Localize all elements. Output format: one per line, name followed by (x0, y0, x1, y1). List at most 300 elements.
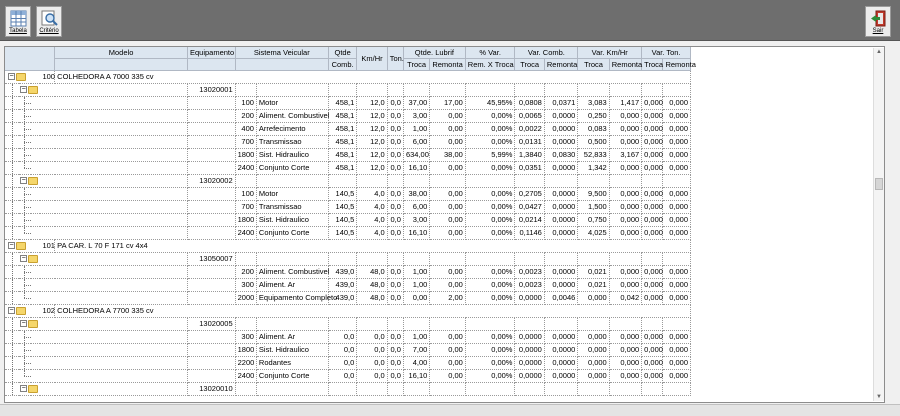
blank-cell (328, 318, 356, 331)
tree-line (24, 337, 31, 338)
model-blank (55, 175, 188, 188)
model-name: COLHEDORA A 7000 335 cv (55, 71, 691, 84)
rem-x-troca: 0,00% (465, 214, 515, 227)
equipment-row[interactable] (5, 383, 691, 396)
ton: 0,0 (387, 266, 403, 279)
table-row[interactable] (5, 279, 691, 292)
var-km-troca: 0,000 (578, 331, 609, 344)
table-row[interactable] (5, 370, 691, 383)
header-sistema-sub (235, 59, 328, 71)
var-ton-troca: 0,000 (642, 227, 663, 240)
model-code: 102 (40, 305, 54, 318)
table-row[interactable] (5, 97, 691, 110)
model-row[interactable] (5, 71, 691, 84)
tree-cell (5, 123, 19, 136)
tree-cell (31, 149, 40, 162)
ton: 0,0 (387, 357, 403, 370)
tree-line (12, 331, 13, 343)
header-km-hr: Km/Hr (357, 47, 387, 71)
blank-cell (642, 383, 663, 396)
system-code: 2200 (235, 357, 256, 370)
table-row[interactable] (5, 266, 691, 279)
header-var-km-hr: Var. Km/Hr (578, 47, 642, 59)
blank-cell (544, 383, 577, 396)
tree-line (12, 214, 13, 226)
header-tree (5, 47, 55, 71)
var-comb-remonta: 0,0830 (544, 149, 577, 162)
header-comb: Comb. (328, 59, 356, 71)
lubrif-remonta: 0,00 (430, 357, 466, 370)
var-ton-remonta: 0,000 (663, 188, 691, 201)
lubrif-remonta: 0,00 (430, 201, 466, 214)
tree-cell (5, 344, 19, 357)
km-hr: 12,0 (357, 149, 387, 162)
tree-cell (40, 357, 54, 370)
tree-cell (40, 110, 54, 123)
var-comb-troca: 0,0023 (515, 266, 544, 279)
ton: 0,0 (387, 162, 403, 175)
blank-cell (387, 253, 403, 266)
tree-cell (5, 279, 19, 292)
tree-cell (5, 136, 19, 149)
lubrif-troca: 1,00 (403, 331, 429, 344)
lubrif-remonta: 17,00 (430, 97, 466, 110)
km-hr: 4,0 (357, 227, 387, 240)
system-code: 1800 (235, 214, 256, 227)
rem-x-troca: 0,00% (465, 331, 515, 344)
qtde-comb: 439,0 (328, 292, 356, 305)
tree-line (12, 383, 13, 395)
var-km-troca: 0,250 (578, 110, 609, 123)
var-ton-remonta: 0,000 (663, 227, 691, 240)
model-blank (55, 227, 188, 240)
tree-line (24, 363, 31, 364)
tree-line (12, 149, 13, 161)
var-ton-troca: 0,000 (642, 110, 663, 123)
model-blank (55, 357, 188, 370)
tree-line (12, 97, 13, 109)
lubrif-remonta: 0,00 (430, 279, 466, 292)
blank-cell (430, 318, 466, 331)
var-comb-troca: 0,0808 (515, 97, 544, 110)
lubrif-remonta: 0,00 (430, 344, 466, 357)
qtde-comb: 140,5 (328, 188, 356, 201)
scroll-thumb[interactable] (875, 178, 883, 190)
system-name: Arrefecimento (256, 123, 328, 136)
ton: 0,0 (387, 188, 403, 201)
ton: 0,0 (387, 110, 403, 123)
tree-cell (31, 318, 40, 331)
blank-cell (235, 175, 256, 188)
model-row[interactable] (5, 240, 691, 253)
lubrif-remonta: 0,00 (430, 123, 466, 136)
model-blank (55, 344, 188, 357)
sair-button[interactable] (865, 6, 891, 37)
tree-cell (19, 110, 31, 123)
table-row[interactable] (5, 227, 691, 240)
blank-cell (235, 383, 256, 396)
var-comb-remonta: 0,0000 (544, 279, 577, 292)
var-km-remonta: 3,167 (609, 149, 641, 162)
tree-cell (19, 357, 31, 370)
table-row[interactable] (5, 214, 691, 227)
var-ton-troca: 0,000 (642, 370, 663, 383)
model-blank (55, 318, 188, 331)
lubrif-remonta: 0,00 (430, 214, 466, 227)
tree-cell (5, 71, 19, 84)
km-hr: 12,0 (357, 162, 387, 175)
var-ton-troca: 0,000 (642, 188, 663, 201)
tree-cell (40, 123, 54, 136)
qtde-comb: 458,1 (328, 123, 356, 136)
var-comb-remonta: 0,0000 (544, 266, 577, 279)
tree-cell (40, 84, 54, 97)
results-grid (4, 46, 885, 403)
var-km-troca: 1,342 (578, 162, 609, 175)
vertical-scrollbar[interactable] (873, 48, 884, 401)
tree-line (24, 376, 31, 377)
blank-cell (515, 253, 544, 266)
tree-cell (31, 162, 40, 175)
tree-cell (5, 305, 19, 318)
model-blank (55, 136, 188, 149)
blank-cell (235, 84, 256, 97)
var-comb-remonta: 0,0000 (544, 201, 577, 214)
ton: 0,0 (387, 331, 403, 344)
tree-cell (19, 136, 31, 149)
lubrif-troca: 37,00 (403, 97, 429, 110)
collapse-toggle-icon[interactable]: − (21, 385, 26, 392)
blank-cell (256, 318, 328, 331)
var-ton-remonta: 0,000 (663, 292, 691, 305)
tree-cell (19, 84, 31, 97)
table-row[interactable] (5, 136, 691, 149)
scroll-up-icon[interactable]: ▲ (876, 49, 882, 55)
rem-x-troca: 0,00% (465, 370, 515, 383)
blank-cell (642, 175, 663, 188)
collapse-toggle-icon[interactable]: − (21, 255, 26, 262)
var-km-remonta: 1,417 (609, 97, 641, 110)
tree-line (12, 162, 13, 174)
var-ton-remonta: 0,000 (663, 123, 691, 136)
header-var-comb: Var. Comb. (515, 47, 578, 59)
var-comb-troca: 0,0427 (515, 201, 544, 214)
equipment-blank (187, 331, 235, 344)
rem-x-troca: 0,00% (465, 110, 515, 123)
blank-cell (256, 84, 328, 97)
system-code: 700 (235, 201, 256, 214)
tree-cell (31, 383, 40, 396)
tree-cell (31, 240, 40, 253)
var-comb-troca: 0,2705 (515, 188, 544, 201)
model-blank (55, 201, 188, 214)
tree-line (24, 298, 31, 299)
table-row[interactable] (5, 292, 691, 305)
tree-line (12, 292, 13, 304)
system-code: 200 (235, 110, 256, 123)
var-comb-troca: 0,0000 (515, 331, 544, 344)
tree-cell (19, 344, 31, 357)
blank-cell (515, 175, 544, 188)
tree-cell (19, 370, 31, 383)
blank-cell (578, 253, 609, 266)
qtde-comb: 458,1 (328, 110, 356, 123)
equipment-code: 13020005 (187, 318, 235, 331)
equipment-blank (187, 162, 235, 175)
tree-cell (31, 84, 40, 97)
var-comb-remonta: 0,0000 (544, 227, 577, 240)
system-code: 1800 (235, 149, 256, 162)
var-km-troca: 0,750 (578, 214, 609, 227)
tree-line (24, 233, 31, 234)
collapse-toggle-icon[interactable]: − (9, 73, 14, 80)
criterio-button[interactable] (36, 6, 62, 37)
var-comb-remonta: 0,0000 (544, 162, 577, 175)
equipment-blank (187, 227, 235, 240)
collapse-toggle-icon[interactable]: − (9, 307, 14, 314)
system-code: 2400 (235, 370, 256, 383)
model-code: 101 (40, 240, 54, 253)
header-sistema-veicular: Sistema Veicular (235, 47, 328, 59)
var-km-remonta: 0,000 (609, 370, 641, 383)
var-km-remonta: 0,000 (609, 331, 641, 344)
system-name: Aliment. Ar (256, 279, 328, 292)
rem-x-troca: 0,00% (465, 279, 515, 292)
tree-cell (5, 110, 19, 123)
equipment-row[interactable] (5, 84, 691, 97)
equipment-code: 13020010 (187, 383, 235, 396)
collapse-toggle-icon[interactable]: − (9, 242, 14, 249)
tree-line (12, 344, 13, 356)
system-name: Transmissao (256, 201, 328, 214)
table-row[interactable] (5, 331, 691, 344)
system-name: Conjunto Corte (256, 370, 328, 383)
var-km-troca: 1,500 (578, 201, 609, 214)
table-row[interactable] (5, 201, 691, 214)
model-blank (55, 370, 188, 383)
model-blank (55, 110, 188, 123)
system-code: 400 (235, 123, 256, 136)
tree-cell (5, 188, 19, 201)
scroll-down-icon[interactable]: ▼ (876, 394, 882, 400)
blank-cell (663, 253, 691, 266)
tree-line (12, 188, 13, 200)
tree-cell (5, 214, 19, 227)
blank-cell (403, 253, 429, 266)
var-ton-remonta: 0,000 (663, 370, 691, 383)
model-blank (55, 279, 188, 292)
model-row[interactable] (5, 305, 691, 318)
model-blank (55, 253, 188, 266)
equipment-blank (187, 201, 235, 214)
blank-cell (544, 175, 577, 188)
tree-cell (19, 318, 31, 331)
blank-cell (430, 84, 466, 97)
ton: 0,0 (387, 214, 403, 227)
tree-cell (40, 292, 54, 305)
system-name: Sist. Hidraulico (256, 214, 328, 227)
blank-cell (578, 318, 609, 331)
blank-cell (465, 318, 515, 331)
tree-line (24, 116, 31, 117)
km-hr: 0,0 (357, 357, 387, 370)
header-comb-troca: Troca (515, 59, 544, 71)
exit-door-icon (870, 10, 887, 27)
blank-cell (256, 253, 328, 266)
var-ton-troca: 0,000 (642, 266, 663, 279)
tree-line (24, 350, 31, 351)
model-blank (55, 383, 188, 396)
tree-line (12, 227, 13, 239)
lubrif-remonta: 0,00 (430, 370, 466, 383)
equipment-code: 13020001 (187, 84, 235, 97)
equipment-blank (187, 136, 235, 149)
equipment-blank (187, 214, 235, 227)
var-km-remonta: 0,000 (609, 266, 641, 279)
tree-line (24, 103, 31, 104)
collapse-toggle-icon[interactable]: − (21, 177, 26, 184)
equipment-blank (187, 344, 235, 357)
tabela-button[interactable] (5, 6, 31, 37)
lubrif-troca: 16,10 (403, 162, 429, 175)
tree-cell (40, 253, 54, 266)
lubrif-troca: 16,10 (403, 227, 429, 240)
sair-label: Sair (872, 28, 884, 34)
blank-cell (465, 383, 515, 396)
status-bar (0, 404, 900, 416)
qtde-comb: 0,0 (328, 331, 356, 344)
km-hr: 0,0 (357, 331, 387, 344)
equipment-code: 13050007 (187, 253, 235, 266)
blank-cell (357, 318, 387, 331)
var-km-remonta: 0,000 (609, 279, 641, 292)
tree-line (12, 318, 13, 330)
tree-cell (5, 149, 19, 162)
blank-cell (235, 318, 256, 331)
model-blank (55, 162, 188, 175)
var-ton-troca: 0,000 (642, 136, 663, 149)
equipment-blank (187, 370, 235, 383)
var-km-remonta: 0,042 (609, 292, 641, 305)
blank-cell (609, 175, 641, 188)
tree-line (12, 279, 13, 291)
tree-cell (40, 175, 54, 188)
header-rem-x-troca: Rem. X Troca (465, 59, 515, 71)
lubrif-remonta: 0,00 (430, 110, 466, 123)
var-km-remonta: 0,000 (609, 123, 641, 136)
var-comb-troca: 1,3840 (515, 149, 544, 162)
var-ton-troca: 0,000 (642, 123, 663, 136)
tree-cell (5, 357, 19, 370)
lubrif-remonta: 38,00 (430, 149, 466, 162)
blank-cell (328, 253, 356, 266)
tree-cell (19, 149, 31, 162)
tree-cell (31, 331, 40, 344)
blank-cell (387, 84, 403, 97)
var-ton-remonta: 0,000 (663, 279, 691, 292)
lubrif-remonta: 0,00 (430, 227, 466, 240)
criterio-label: Critério (39, 28, 59, 34)
blank-cell (578, 84, 609, 97)
var-comb-remonta: 0,0000 (544, 136, 577, 149)
var-ton-troca: 0,000 (642, 162, 663, 175)
tree-cell (5, 331, 19, 344)
header-row-bottom (5, 59, 691, 71)
rem-x-troca: 0,00% (465, 344, 515, 357)
blank-cell (357, 84, 387, 97)
tree-line (12, 266, 13, 278)
model-blank (55, 188, 188, 201)
tree-cell (31, 201, 40, 214)
table-row[interactable] (5, 357, 691, 370)
system-name: Transmissao (256, 136, 328, 149)
tree-cell (40, 266, 54, 279)
table-row[interactable] (5, 162, 691, 175)
equipment-row[interactable] (5, 253, 691, 266)
ton: 0,0 (387, 292, 403, 305)
tree-cell (31, 227, 40, 240)
table-row[interactable] (5, 188, 691, 201)
var-comb-remonta: 0,0371 (544, 97, 577, 110)
system-code: 2400 (235, 162, 256, 175)
tree-cell (40, 97, 54, 110)
tree-line (12, 357, 13, 369)
var-ton-remonta: 0,000 (663, 162, 691, 175)
table-row[interactable] (5, 344, 691, 357)
header-ton: Ton. (387, 47, 403, 71)
blank-cell (642, 84, 663, 97)
header-equipamento-sub (187, 59, 235, 71)
collapse-toggle-icon[interactable]: − (21, 86, 26, 93)
var-comb-troca: 0,1146 (515, 227, 544, 240)
var-km-troca: 0,000 (578, 370, 609, 383)
var-km-remonta: 0,000 (609, 201, 641, 214)
tree-cell (40, 214, 54, 227)
blank-cell (515, 318, 544, 331)
header-qtde-lubrif: Qtde. Lubrif (403, 47, 465, 59)
var-km-troca: 3,083 (578, 97, 609, 110)
var-km-remonta: 0,000 (609, 214, 641, 227)
magnifier-icon (41, 10, 58, 27)
collapse-toggle-icon[interactable]: − (21, 320, 26, 327)
tree-line (12, 253, 13, 265)
var-ton-troca: 0,000 (642, 357, 663, 370)
header-modelo-sub (55, 59, 188, 71)
tree-cell (5, 383, 19, 396)
var-comb-remonta: 0,0000 (544, 110, 577, 123)
tree-cell (31, 344, 40, 357)
var-km-remonta: 0,000 (609, 136, 641, 149)
tree-cell (40, 383, 54, 396)
lubrif-remonta: 0,00 (430, 331, 466, 344)
var-km-troca: 0,000 (578, 292, 609, 305)
var-km-troca: 0,021 (578, 279, 609, 292)
table-row[interactable] (5, 149, 691, 162)
blank-cell (328, 175, 356, 188)
blank-cell (642, 253, 663, 266)
system-name: Motor (256, 188, 328, 201)
equipment-row[interactable] (5, 318, 691, 331)
tree-cell (40, 227, 54, 240)
var-km-remonta: 0,000 (609, 188, 641, 201)
tree-line (12, 136, 13, 148)
equipment-row[interactable] (5, 175, 691, 188)
table-row[interactable] (5, 123, 691, 136)
tree-cell (40, 318, 54, 331)
header-ton-troca: Troca (642, 59, 663, 71)
table-row[interactable] (5, 110, 691, 123)
header-modelo: Modelo (55, 47, 188, 59)
